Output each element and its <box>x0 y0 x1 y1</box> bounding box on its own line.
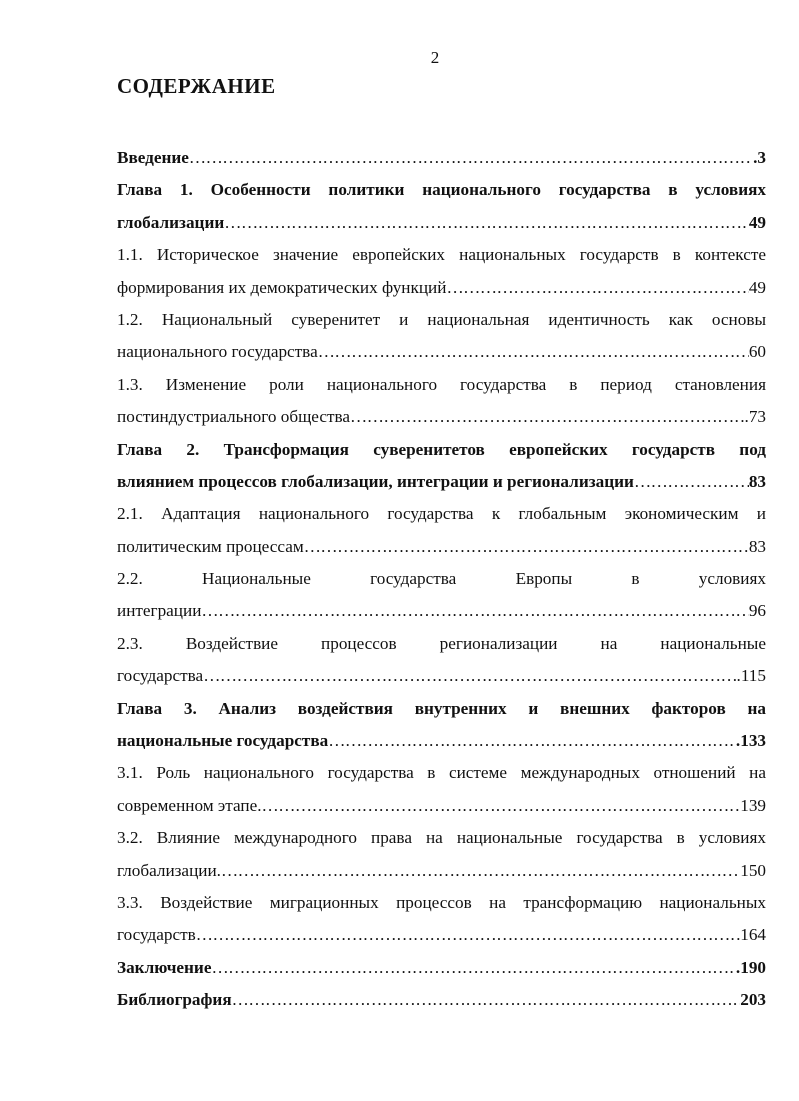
toc-page: 49 <box>748 212 766 232</box>
toc-leader <box>328 725 736 757</box>
toc-leader <box>318 336 749 368</box>
page-title: СОДЕРЖАНИЕ <box>117 74 276 98</box>
toc-label: политическим процессам <box>117 536 304 556</box>
toc-entry-bibliography <box>117 984 766 1016</box>
toc-label: государств <box>117 925 196 945</box>
toc-label: постиндустриального общества <box>117 407 351 427</box>
toc-leader <box>203 660 736 692</box>
toc-leader <box>221 855 740 887</box>
toc-section-1-3-line: 1.3. Изменение роли национального государства в период становления <box>117 374 766 394</box>
toc-label: государства <box>117 666 204 686</box>
toc-chapter-3-line: Глава 3. Анализ воздействия внутренних и внешних факторов на <box>117 698 766 718</box>
toc-label: национальные государства <box>117 731 329 751</box>
toc-entry-chapter-2 <box>117 466 766 498</box>
toc-chapter-2-line: Глава 2. Трансформация суверенитетов европейских государств под <box>117 439 766 459</box>
toc-page: 203 <box>740 990 766 1010</box>
toc-page: 83 <box>748 536 766 556</box>
toc-label: интеграции <box>117 601 202 621</box>
toc-section-3-2-line: 3.2. Влияние международного права на национальные государства в условиях <box>117 828 766 848</box>
toc-leader <box>189 142 753 174</box>
toc-page: .73 <box>744 407 766 427</box>
toc-section-1-2-line: 1.2. Национальный суверенитет и национальная идентичность как основы <box>117 309 766 329</box>
toc-section-3-1-line: 3.1. Роль национального государства в системе международных отношений на <box>117 763 766 783</box>
toc-label: современном этапе. <box>117 795 262 815</box>
toc-label: Библиография <box>117 990 232 1010</box>
toc-label: глобализации. <box>117 860 221 880</box>
toc-section-1-1-line: 1.1. Историческое значение европейских национальных государств в контексте <box>117 245 766 265</box>
toc-leader <box>211 952 735 984</box>
toc-entry-intro <box>117 142 766 174</box>
page-number: 2 <box>430 48 440 67</box>
toc-page: 164 <box>740 925 766 945</box>
toc-leader <box>634 466 749 498</box>
toc-section-2-1-line: 2.1. Адаптация национального государства к глобальным экономическим и <box>117 504 766 524</box>
toc-page: 139 <box>740 795 766 815</box>
toc-entry-section-1-1 <box>117 272 766 304</box>
toc-section-3-3-line: 3.3. Воздействие миграционных процессов на трансформацию национальных <box>117 892 766 912</box>
toc-section-2-3-line: 2.3. Воздействие процессов регионализации на национальные <box>117 633 766 653</box>
toc-page: .115 <box>736 666 766 686</box>
toc-section-2-2-line: 2.2. Национальные государства Европы в условиях <box>117 569 766 589</box>
toc-page: .133 <box>735 731 766 751</box>
toc-entry-section-3-2 <box>117 855 766 887</box>
toc-label: формирования их демократических функций <box>117 277 447 297</box>
toc-label: глобализации <box>117 212 225 232</box>
toc-page: .190 <box>735 957 766 977</box>
toc-leader <box>304 531 749 563</box>
toc-label: Заключение <box>117 957 212 977</box>
toc-page: 60 <box>748 342 766 362</box>
toc-label: влиянием процессов глобализации, интеграции и регионализации <box>117 471 634 491</box>
toc-leader <box>262 790 741 822</box>
toc-page: 150 <box>740 860 766 880</box>
toc-page: 49 <box>748 277 766 297</box>
toc-leader <box>232 984 741 1016</box>
toc-chapter-1-line: Глава 1. Особенности политики национального государства в условиях <box>117 180 766 200</box>
toc-label: Введение <box>117 148 189 167</box>
toc-leader <box>350 401 744 433</box>
toc-entry-section-2-2 <box>117 595 766 627</box>
toc-entry-section-1-2 <box>117 336 766 368</box>
toc-entry-section-3-3 <box>117 919 766 951</box>
toc-page: .3 <box>753 148 766 167</box>
toc-label: национального государства <box>117 342 318 362</box>
toc-entry-section-3-1 <box>117 790 766 822</box>
toc-leader <box>224 207 749 239</box>
toc-entry-conclusion <box>117 952 766 984</box>
toc-entry-section-2-1 <box>117 531 766 563</box>
toc-page: 96 <box>748 601 766 621</box>
toc-page: 83 <box>748 471 766 491</box>
toc-entry-chapter-1 <box>117 207 766 239</box>
toc-leader <box>196 919 740 951</box>
toc-entry-section-1-3 <box>117 401 766 433</box>
toc-entry-chapter-3 <box>117 725 766 757</box>
toc-entry-section-2-3 <box>117 660 766 692</box>
toc-leader <box>201 595 748 627</box>
toc-leader <box>446 272 748 304</box>
table-of-contents <box>117 142 766 1017</box>
